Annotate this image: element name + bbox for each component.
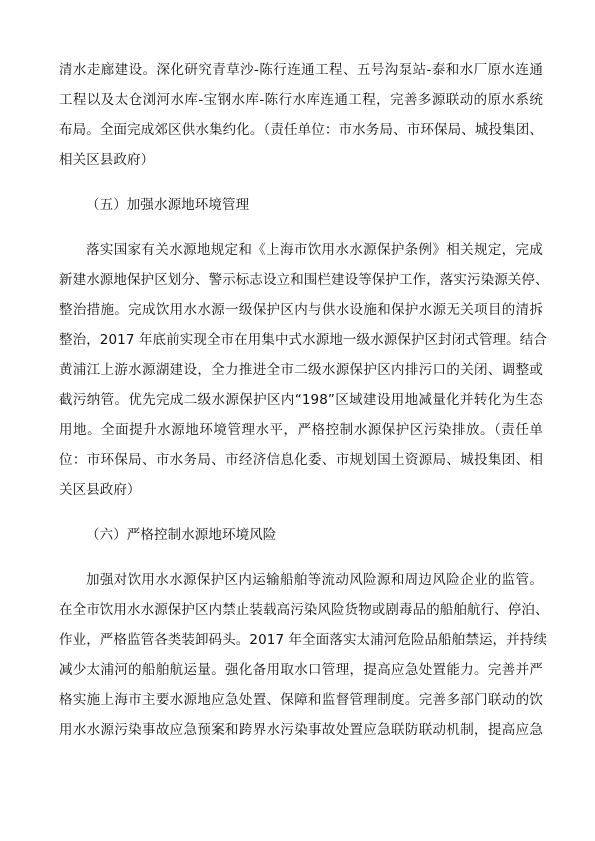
text-line: 位：市环保局、市水务局、市经济信息化委、市规划国土资源局、城投集团、相 bbox=[59, 452, 543, 468]
text-line: 用水水源污染事故应急预案和跨界水污染事故处置应急联防联动机制，提高应急 bbox=[59, 722, 543, 738]
text-line: 清水走廊建设。深化研究青草沙-陈行连通工程、五号沟泵站-泰和水厂原水连通 bbox=[59, 62, 543, 78]
text-line: 工程以及太仓浏河水库-宝钢水库-陈行水库连通工程，完善多源联动的原水系统 bbox=[59, 92, 543, 108]
section-heading: （五）加强水源地环境管理 bbox=[86, 197, 250, 213]
text-line: 相关区县政府） bbox=[59, 152, 155, 168]
text-line: 加强对饮用水水源保护区内运输船舶等流动风险源和周边风险企业的监管。 bbox=[86, 572, 543, 588]
text-line: 在全市饮用水水源保护区内禁止装载高污染风险货物或剧毒品的船舶航行、停泊、 bbox=[59, 602, 549, 618]
text-line: 用地。全面提升水源地环境管理水平，严格控制水源保护区污染排放。（责任单 bbox=[59, 422, 543, 438]
text-line: 布局。全面完成郊区供水集约化。（责任单位：市水务局、市环保局、城投集团、 bbox=[59, 122, 543, 138]
text-line: 新建水源地保护区划分、警示标志设立和围栏建设等保护工作，落实污染源关停、 bbox=[59, 272, 549, 288]
text-line: 关区县政府） bbox=[59, 482, 141, 498]
section-heading: （六）严格控制水源地环境风险 bbox=[86, 527, 277, 543]
text-line: 格实施上海市主要水源地应急处置、保障和监督管理制度。完善多部门联动的饮 bbox=[59, 692, 543, 708]
text-line: 整治措施。完成饮用水水源一级保护区内与供水设施和保护水源无关项目的清拆 bbox=[59, 302, 543, 318]
text-line: 作业，严格监管各类装卸码头。2017 年全面落实太浦河危险品船舶禁运，并持续 bbox=[59, 632, 547, 648]
text-line: 落实国家有关水源地规定和《上海市饮用水水源保护条例》相关规定，完成 bbox=[86, 242, 543, 258]
text-line: 截污纳管。优先完成二级水源保护区内“198”区域建设用地减量化并转化为生态 bbox=[59, 392, 543, 408]
text-line: 黄浦江上游水源湖建设，全力推进全市二级水源保护区内排污口的关闭、调整或 bbox=[59, 362, 543, 378]
text-line: 减少太浦河的船舶航运量。强化备用取水口管理，提高应急处置能力。完善并严 bbox=[59, 662, 543, 678]
text-line: 整治，2017 年底前实现全市在用集中式水源地一级水源保护区封闭式管理。结合 bbox=[59, 332, 547, 348]
